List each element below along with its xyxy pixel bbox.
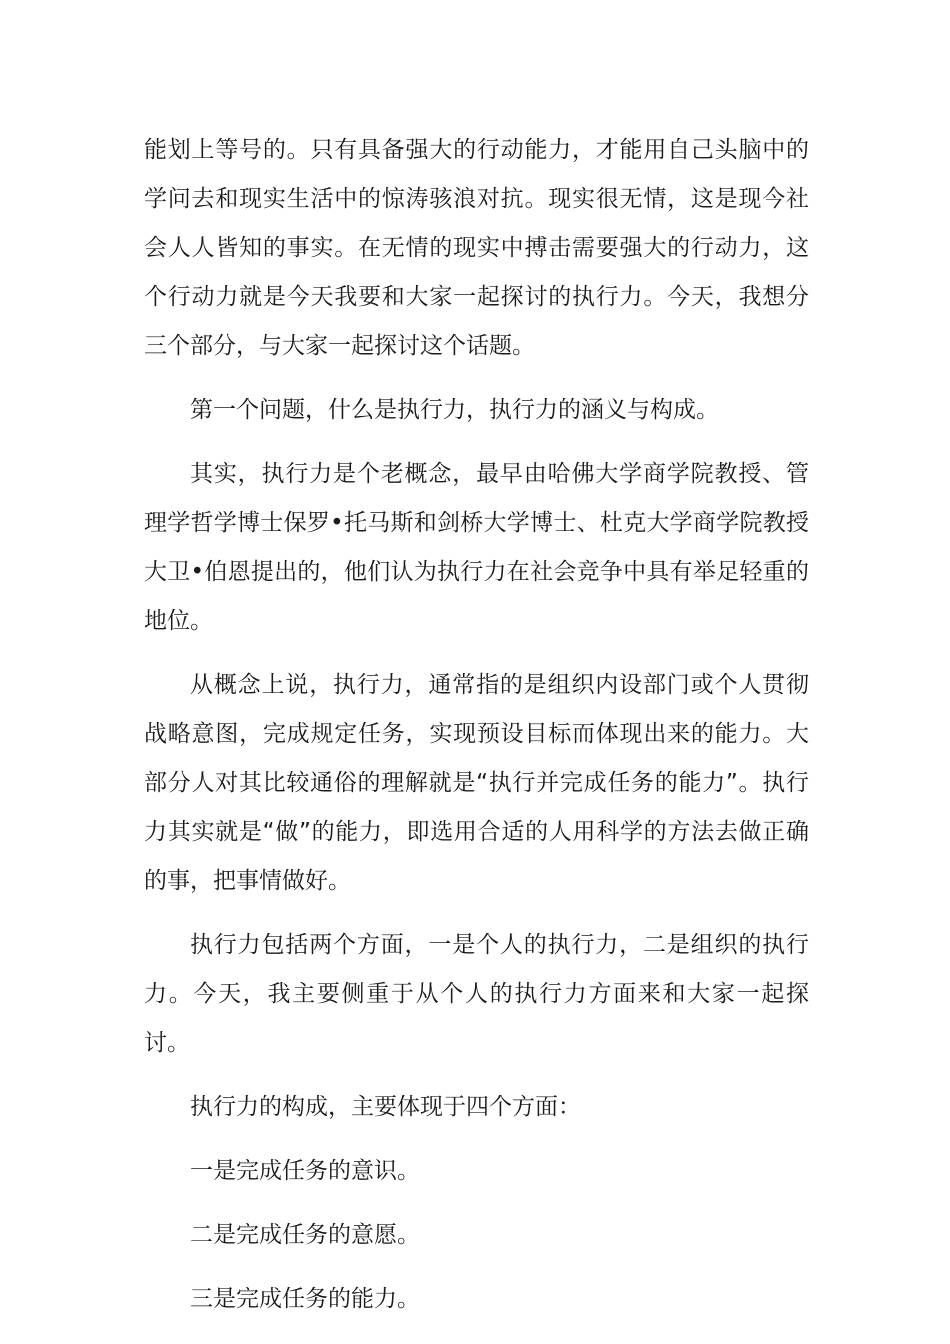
paragraph-5: 执行力包括两个方面，一是个人的执行力，二是组织的执行力。今天，我主要侧重于从个人的执行力方面来和大家一起探讨。 [144,932,809,1056]
paragraph-6: 执行力的构成，主要体现于四个方面： [190,1094,581,1120]
document-body [144,126,809,1339]
paragraph-3: 其实，执行力是个老概念，最早由哈佛大学商学院教授、管理学哲学博士保罗•托马斯和剑桥大学博士、杜克大学商学院教授大卫•伯恩提出的，他们认为执行力在社会竞争中具有举足轻重的地位。 [144,461,809,634]
paragraph-4: 从概念上说，执行力，通常指的是组织内设部门或个人贯彻战略意图，完成规定任务，实现预设目标而体现出来的能力。大部分人对其比较通俗的理解就是“执行并完成任务的能力”。执行力其实就是“做”的能力，即选用合适的人用科学的方法去做正确的事，把事情做好。 [144,672,809,894]
list-item-3: 三是完成任务的能力。 [190,1286,420,1312]
list-item-2: 二是完成任务的意愿。 [190,1222,420,1248]
paragraph-2: 第一个问题，什么是执行力，执行力的涵义与构成。 [190,397,719,423]
list-item-1: 一是完成任务的意识。 [190,1158,420,1184]
paragraph-1: 能划上等号的。只有具备强大的行动能力，才能用自己头脑中的学问去和现实生活中的惊涛骇浪对抗。现实很无情，这是现今社会人人皆知的事实。在无情的现实中搏击需要强大的行动力，这个行动力就是今天我要和大家一起探讨的执行力。今天，我想分三个部分，与大家一起探讨这个话题。 [144,137,809,359]
